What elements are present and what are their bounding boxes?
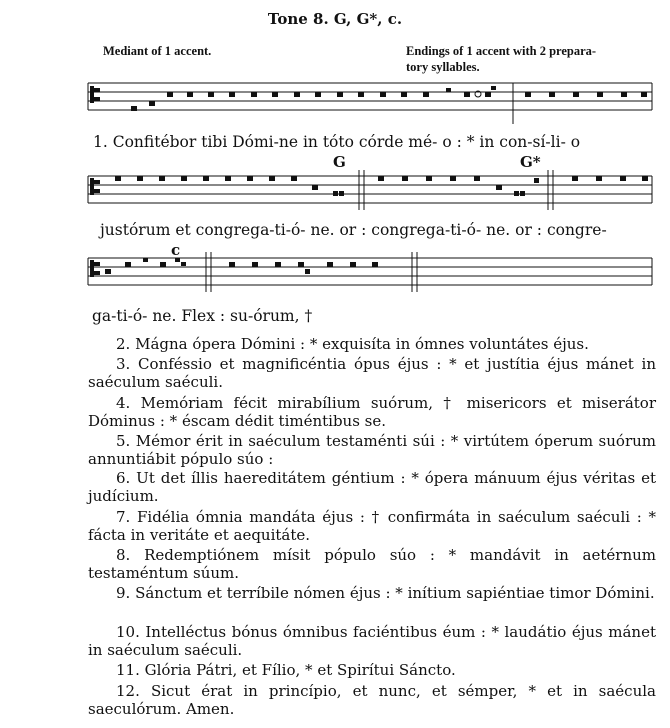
mediant-label: Mediant of 1 accent. bbox=[103, 44, 212, 58]
page-title: Tone 8. G, G*, c. bbox=[267, 10, 403, 28]
verse-6: 6. Ut det íllis haereditátem géntium : * ópera mánuum éjus véritas et judícium. bbox=[88, 469, 656, 505]
endings-label-line2: tory syllables. bbox=[406, 60, 480, 74]
lyric-line-1: 1. Confitébor tibi Dómi-ne in tóto córde mé- o : * in con-sí-li- o bbox=[93, 133, 581, 151]
verse-5: 5. Mémor érit in saéculum testaménti súi : * virtútem óperum suórum annuntiábit pópulo súo : bbox=[88, 432, 656, 468]
ending-mark-g: G bbox=[333, 153, 346, 171]
staff-1 bbox=[88, 83, 652, 124]
staff-1-notes bbox=[131, 86, 647, 111]
endings-label-line1: Endings of 1 accent with 2 prepara- bbox=[406, 44, 597, 58]
lyric-line-3: ga-ti-ó- ne. Flex : su-órum, † bbox=[92, 307, 313, 325]
staff-3-clef bbox=[90, 260, 100, 277]
verse-11: 11. Glória Pátri, et Fílio, * et Spirítui Sáncto. bbox=[116, 661, 456, 679]
ending-mark-gstar: G* bbox=[520, 153, 541, 171]
verse-9: 9. Sánctum et terríbile nómen éjus : * inítium sapiéntiae timor Dómini. bbox=[116, 584, 655, 602]
verse-3: 3. Conféssio et magnificéntia ópus éjus : * et justítia éjus mánet in saéculum saéculi. bbox=[88, 355, 656, 391]
verse-7: 7. Fidélia ómnia mandáta éjus : † confirmáta in saéculum saéculi : * fácta in veritáte et aequitáte. bbox=[88, 508, 656, 544]
staff-3-notes bbox=[105, 258, 378, 274]
staff-2-notes bbox=[115, 176, 648, 196]
verse-12: 12. Sicut érat in princípio, et nunc, et sémper, * et in saécula saeculórum. Amen. bbox=[88, 682, 656, 718]
staff-1-clef bbox=[90, 86, 100, 103]
staff-2-clef bbox=[90, 178, 100, 195]
verse-10: 10. Intelléctus bónus ómnibus faciéntibus éum : * laudátio éjus mánet in saéculum saéculi. bbox=[88, 623, 656, 659]
verse-4: 4. Memóriam fécit mirabílium suórum, † misericors et miserátor Dóminus : * éscam dédit timéntibus se. bbox=[88, 394, 656, 430]
verse-2: 2. Mágna ópera Dómini : * exquisíta in ómnes voluntátes éjus. bbox=[116, 335, 589, 353]
verse-8: 8. Redemptiónem mísit pópulo súo : * mandávit in aetérnum testaméntum súum. bbox=[88, 546, 656, 582]
ending-mark-c: c bbox=[171, 241, 181, 259]
staff-2 bbox=[88, 170, 652, 210]
lyric-line-2: justórum et congrega-ti-ó- ne. or : congrega-ti-ó- ne. or : congre- bbox=[100, 221, 607, 239]
